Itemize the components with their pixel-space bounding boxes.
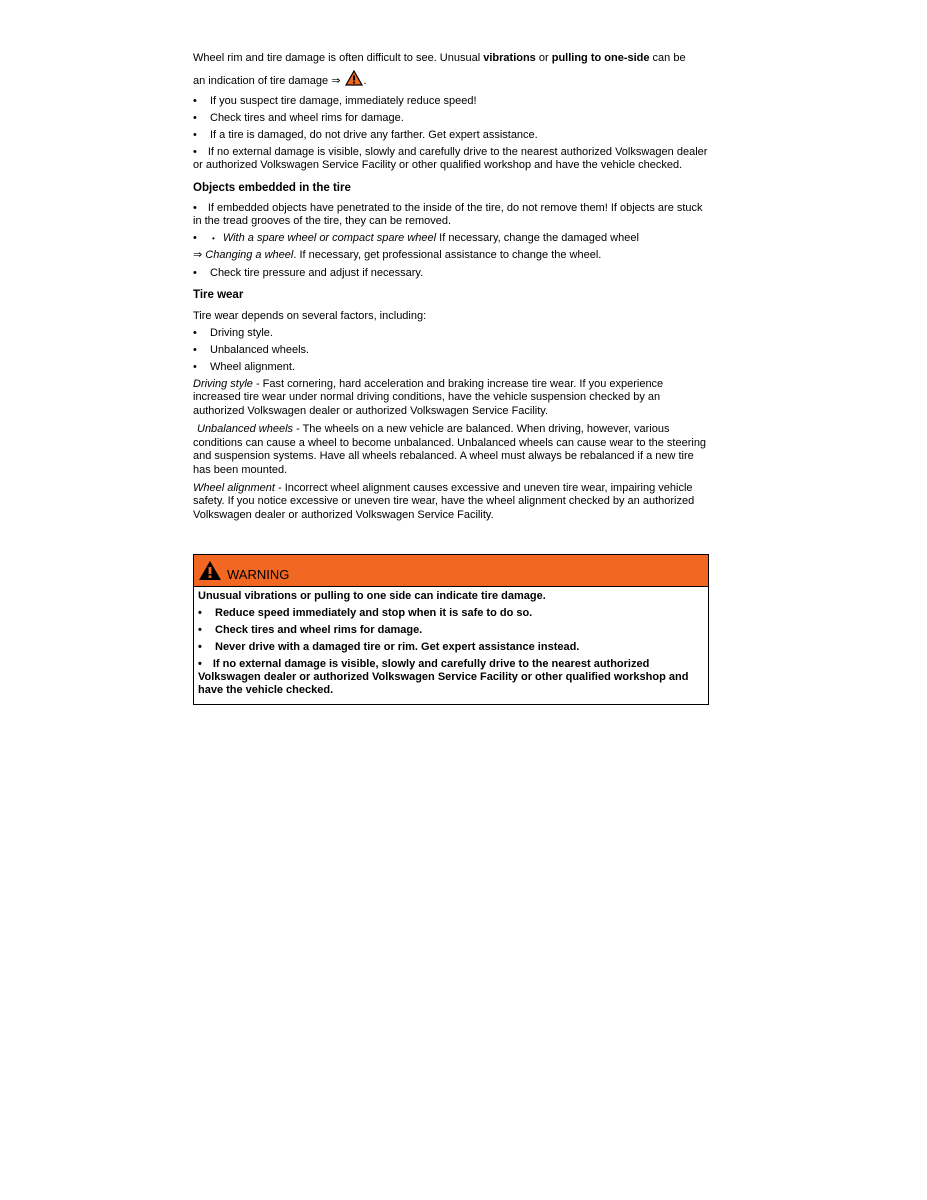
paragraph-term: Wheel alignment: [193, 481, 275, 494]
warning-title: WARNING: [227, 567, 290, 582]
paragraph-term: Unbalanced wheels: [197, 423, 294, 436]
wheel-alignment-paragraph: [193, 482, 709, 522]
warning-item: • Check tires and wheel rims for damage.: [198, 624, 704, 637]
intro-line-2: [193, 70, 709, 90]
paragraph-text: - Incorrect wheel alignment causes excessive and uneven tire wear, impairing vehicle safety. If you notice excessive or uneven tire wear, have the wheel alignment checked by an authorized Volkswagen dealer or authorized Volkswagen Service Facility.: [193, 481, 695, 521]
changing-wheel-link[interactable]: Changing a wheel: [205, 249, 294, 262]
list-item: • Driving style.: [193, 327, 709, 340]
list-item-text: If embedded objects have penetrated to the inside of the tire, do not remove them! If objects are stuck in the tread grooves of the tire, they can be removed.: [193, 202, 703, 228]
list-item: [193, 202, 709, 229]
intro-bold-vibrations: vibrations: [483, 52, 536, 64]
intro-paragraph: [193, 52, 709, 91]
warning-item: • Never drive with a damaged tire or rim. Get expert assistance instead.: [198, 641, 704, 654]
list-item: • If a tire is damaged, do not drive any farther. Get expert assistance.: [193, 129, 709, 142]
arrow-icon: ⇒: [193, 249, 206, 262]
warning-box: [193, 554, 709, 705]
intro-bold-pulling: pulling to one-side: [551, 52, 650, 64]
list-item: • Unbalanced wheels.: [193, 344, 709, 357]
tire-wear-intro: Tire wear depends on several factors, including:: [193, 309, 427, 322]
warning-item-text: If no external damage is visible, slowly and carefully drive to the nearest authorized Volkswagen dealer or authorized Volkswagen Service Facility or other qualified workshop and have the vehicle checked.: [198, 657, 689, 697]
intro-text-1: Wheel rim and tire damage is often difficult to see. Unusual: [193, 52, 484, 64]
unbalanced-wheels-paragraph: [193, 423, 709, 477]
sub-bullet-dot: •: [212, 234, 215, 244]
cross-reference-line: [193, 249, 709, 262]
list-item: [193, 146, 709, 173]
intro-text-4: an indication of tire damage ⇒: [193, 75, 344, 88]
paragraph-text: - The wheels on a new vehicle are balanced. When driving, however, various conditions can cause a wheel to become unbalanced. Unbalanced wheels can cause wear to the steering and suspension systems. Have all wheels rebalanced. A wheel must always be rebalanced if a new tire has been mounted.: [193, 423, 707, 476]
intro-text-2: or: [535, 52, 552, 64]
warning-body: [194, 587, 708, 704]
list-item-text: If no external damage is visible, slowly and carefully drive to the nearest authorized Volkswagen dealer or authorized Volkswagen Service Facility or other qualified workshop and have the vehicle checked.: [193, 145, 708, 172]
intro-text-3: can be: [649, 52, 686, 64]
cross-reference-text: . If necessary, get professional assistance to change the wheel.: [293, 249, 602, 262]
list-item: • Check tire pressure and adjust if necessary.: [193, 267, 709, 280]
intro-text-5: .: [363, 75, 367, 88]
list-item: [193, 232, 709, 245]
list-item: • Check tires and wheel rims for damage.: [193, 112, 709, 125]
list-item-text: If necessary, change the damaged wheel: [436, 232, 639, 245]
warning-lead: Unusual vibrations or pulling to one side can indicate tire damage.: [198, 590, 546, 602]
warning-item: [198, 658, 704, 698]
manual-page: [193, 52, 709, 527]
paragraph-text: - Fast cornering, hard acceleration and braking increase tire wear. If you experience increased tire wear under normal driving conditions, have the vehicle suspension checked by an authorized Volkswagen dealer or authorized Volkswagen Service Facility.: [193, 378, 664, 417]
spare-wheel-italic: With a spare wheel or compact spare wheel: [222, 232, 437, 245]
warning-item: • Reduce speed immediately and stop when it is safe to do so.: [198, 607, 704, 620]
list-item: • Wheel alignment.: [193, 361, 709, 374]
warning-triangle-icon: [198, 560, 222, 585]
list-item: • If you suspect tire damage, immediately reduce speed!: [193, 95, 709, 108]
section-heading-objects: Objects embedded in the tire: [193, 181, 351, 194]
warning-triangle-icon[interactable]: [345, 70, 363, 90]
driving-style-paragraph: [193, 378, 709, 418]
warning-header: [194, 555, 708, 587]
paragraph-term: Driving style: [193, 378, 253, 391]
section-heading-tire-wear: Tire wear: [193, 289, 244, 302]
